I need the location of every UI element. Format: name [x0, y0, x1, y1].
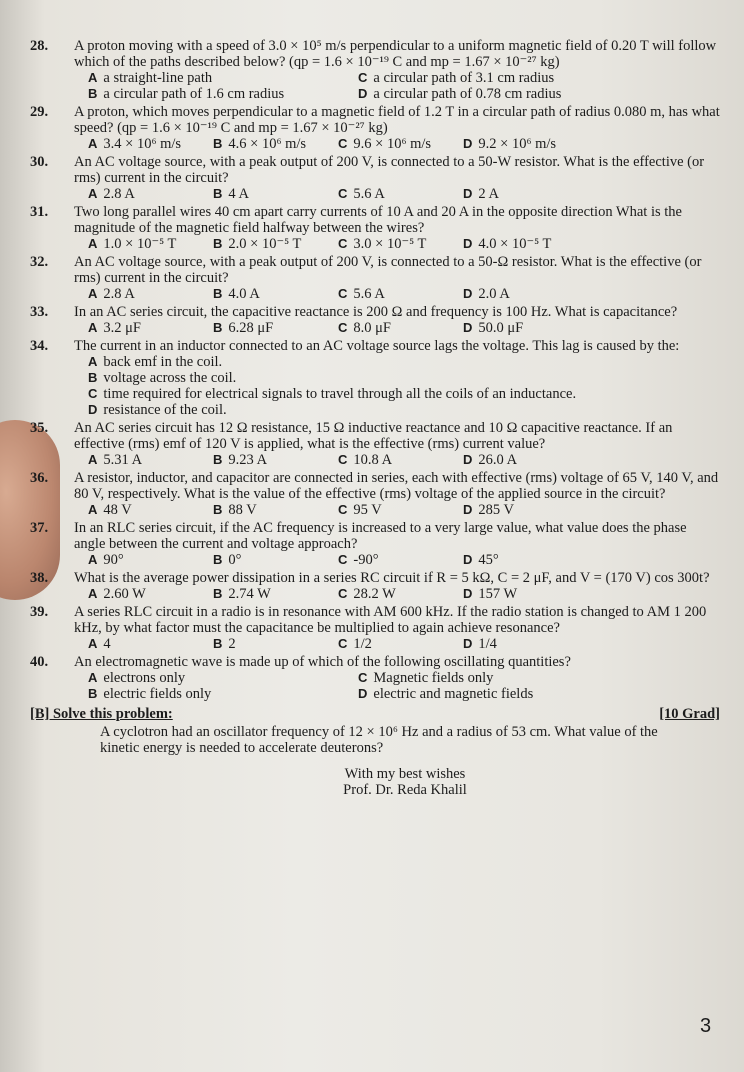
option-d[interactable]: D resistance of the coil.	[88, 402, 227, 418]
option-a[interactable]: A back emf in the coil.	[88, 354, 223, 370]
option-d[interactable]: D 50.0 μF	[463, 320, 524, 336]
option-a[interactable]: A 48 V	[88, 502, 132, 518]
section-title: [B] Solve this problem:	[30, 706, 173, 722]
option-a[interactable]: A 3.4 × 10⁶ m/s	[88, 136, 182, 152]
option-b[interactable]: B 88 V	[213, 502, 257, 518]
question-28	[30, 38, 720, 102]
question-35	[30, 420, 720, 468]
question-30	[30, 154, 720, 202]
option-c[interactable]: C 95 V	[338, 502, 382, 518]
option-a[interactable]: A 5.31 A	[88, 452, 143, 468]
option-a[interactable]: A a straight-line path	[88, 70, 213, 86]
option-a[interactable]: A 3.2 μF	[88, 320, 141, 336]
option-c[interactable]: C 5.6 A	[338, 286, 385, 302]
question-text: An AC series circuit has 12 Ω resistance, 15 Ω inductive reactance and 10 Ω capacitive reactance. If an effective (rms) emf of 120 V is applied, what is the effective (rms) current value?	[74, 420, 673, 452]
question-text: A proton moving with a speed of 3.0 × 10⁵ m/s perpendicular to a uniform magnetic field of 0.20 T will follow which of the paths described below? (qp = 1.6 × 10⁻¹⁹ C and mp = 1.67 × 10⁻²⁷ kg)	[74, 38, 717, 70]
question-number: 33.	[30, 304, 49, 320]
question-number: 28.	[30, 38, 49, 54]
grade-label: [10 Grad]	[659, 706, 720, 722]
option-b[interactable]: B a circular path of 1.6 cm radius	[88, 86, 285, 102]
question-number: 32.	[30, 254, 49, 270]
option-c[interactable]: C 9.6 × 10⁶ m/s	[338, 136, 432, 152]
option-c[interactable]: C 5.6 A	[338, 186, 385, 202]
option-a[interactable]: A 1.0 × 10⁻⁵ T	[88, 236, 177, 252]
page-number: 3	[700, 1015, 712, 1037]
question-text: The current in an inductor connected to an AC voltage source lags the voltage. This lag is caused by the:	[74, 338, 680, 354]
option-b[interactable]: B 2.74 W	[213, 586, 271, 602]
question-text: In an RLC series circuit, if the AC frequency is increased to a very large value, what value does the phase angle between the current and voltage approach?	[74, 520, 687, 552]
section-b-header	[30, 706, 720, 722]
option-c[interactable]: C 1/2	[338, 636, 372, 652]
question-number: 40.	[30, 654, 49, 670]
option-c[interactable]: C 8.0 μF	[338, 320, 391, 336]
option-c[interactable]: C a circular path of 3.1 cm radius	[358, 70, 555, 86]
question-40	[30, 654, 720, 702]
option-c[interactable]: C 10.8 A	[338, 452, 393, 468]
option-d[interactable]: D 45°	[463, 552, 499, 568]
question-33	[30, 304, 720, 336]
option-a[interactable]: A electrons only	[88, 670, 186, 686]
question-number: 30.	[30, 154, 49, 170]
question-number: 39.	[30, 604, 49, 620]
question-38	[30, 570, 720, 602]
option-d[interactable]: D 1/4	[463, 636, 497, 652]
option-a[interactable]: A 2.60 W	[88, 586, 146, 602]
option-d[interactable]: D 26.0 A	[463, 452, 518, 468]
question-text: A resistor, inductor, and capacitor are connected in series, each with effective (rms) voltage of 65 V, 140 V, and 80 V, respectively. What is the value of the effective (rms) voltage of the applied source in the circuit?	[74, 470, 719, 502]
closing-wishes: With my best wishes	[344, 766, 466, 782]
question-number: 36.	[30, 470, 49, 486]
option-d[interactable]: D 2 A	[463, 186, 499, 202]
option-d[interactable]: D a circular path of 0.78 cm radius	[358, 86, 562, 102]
question-32	[30, 254, 720, 302]
option-a[interactable]: A 2.8 A	[88, 186, 135, 202]
option-b[interactable]: B 9.23 A	[213, 452, 268, 468]
questions-container	[30, 38, 720, 798]
option-d[interactable]: D 285 V	[463, 502, 514, 518]
question-31	[30, 204, 720, 252]
problem-text: A cyclotron had an oscillator frequency of 12 × 10⁶ Hz and a radius of 53 cm. What value of the kinetic energy is needed to accelerate deuterons?	[100, 724, 658, 756]
question-39	[30, 604, 720, 652]
question-number: 31.	[30, 204, 49, 220]
option-c[interactable]: C -90°	[338, 552, 379, 568]
option-d[interactable]: D 157 W	[463, 586, 518, 602]
option-b[interactable]: B 4.6 × 10⁶ m/s	[213, 136, 307, 152]
option-b[interactable]: B 2.0 × 10⁻⁵ T	[213, 236, 302, 252]
option-b[interactable]: B 0°	[213, 552, 242, 568]
option-c[interactable]: C time required for electrical signals to travel through all the coils of an inductance.	[88, 386, 577, 402]
option-b[interactable]: B 6.28 μF	[213, 320, 274, 336]
option-a[interactable]: A 4	[88, 636, 111, 652]
option-d[interactable]: D 4.0 × 10⁻⁵ T	[463, 236, 552, 252]
option-d[interactable]: D 2.0 A	[463, 286, 510, 302]
option-b[interactable]: B electric fields only	[88, 686, 212, 702]
option-c[interactable]: C Magnetic fields only	[358, 670, 494, 686]
question-text: An AC voltage source, with a peak output of 200 V, is connected to a 50-W resistor. What is the effective (or rms) current in the circuit?	[74, 154, 705, 186]
option-b[interactable]: B 4.0 A	[213, 286, 260, 302]
question-text: A proton, which moves perpendicular to a magnetic field of 1.2 T in a circular path of radius 0.080 m, has what speed? (qp = 1.6 × 10⁻¹⁹ C and mp = 1.67 × 10⁻²⁷ kg)	[74, 104, 720, 136]
option-b[interactable]: B 2	[213, 636, 236, 652]
question-number: 38.	[30, 570, 49, 586]
question-text: A series RLC circuit in a radio is in resonance with AM 600 kHz. If the radio station is changed to AM 1 200 kHz, by what factor must the capacitance be multiplied to again achieve resonance?	[74, 604, 707, 636]
author-name: Prof. Dr. Reda Khalil	[343, 782, 467, 798]
question-number: 37.	[30, 520, 49, 536]
question-number: 34.	[30, 338, 49, 354]
question-text: Two long parallel wires 40 cm apart carry currents of 10 A and 20 A in the opposite direction What is the magnitude of the magnetic field halfway between the wires?	[74, 204, 682, 236]
option-d[interactable]: D 9.2 × 10⁶ m/s	[463, 136, 557, 152]
option-b[interactable]: B 4 A	[213, 186, 249, 202]
option-b[interactable]: B voltage across the coil.	[88, 370, 237, 386]
question-number: 29.	[30, 104, 49, 120]
question-text: An electromagnetic wave is made up of which of the following oscillating quantities?	[74, 654, 571, 670]
option-a[interactable]: A 90°	[88, 552, 124, 568]
question-text: In an AC series circuit, the capacitive reactance is 200 Ω and frequency is 100 Hz. What is capacitance?	[74, 304, 678, 320]
question-29	[30, 104, 720, 152]
question-text: What is the average power dissipation in a series RC circuit if R = 5 kΩ, C = 2 μF, and V = (170 V) cos 300t?	[74, 570, 710, 586]
option-c[interactable]: C 28.2 W	[338, 586, 396, 602]
question-text: An AC voltage source, with a peak output of 200 V, is connected to a 50-Ω resistor. What is the effective (or rms) current in the circuit?	[74, 254, 702, 286]
option-a[interactable]: A 2.8 A	[88, 286, 135, 302]
question-37	[30, 520, 720, 568]
question-34	[30, 338, 720, 418]
question-number: 35.	[30, 420, 49, 436]
option-d[interactable]: D electric and magnetic fields	[358, 686, 534, 702]
question-36	[30, 470, 720, 518]
closing	[30, 766, 720, 798]
option-c[interactable]: C 3.0 × 10⁻⁵ T	[338, 236, 427, 252]
